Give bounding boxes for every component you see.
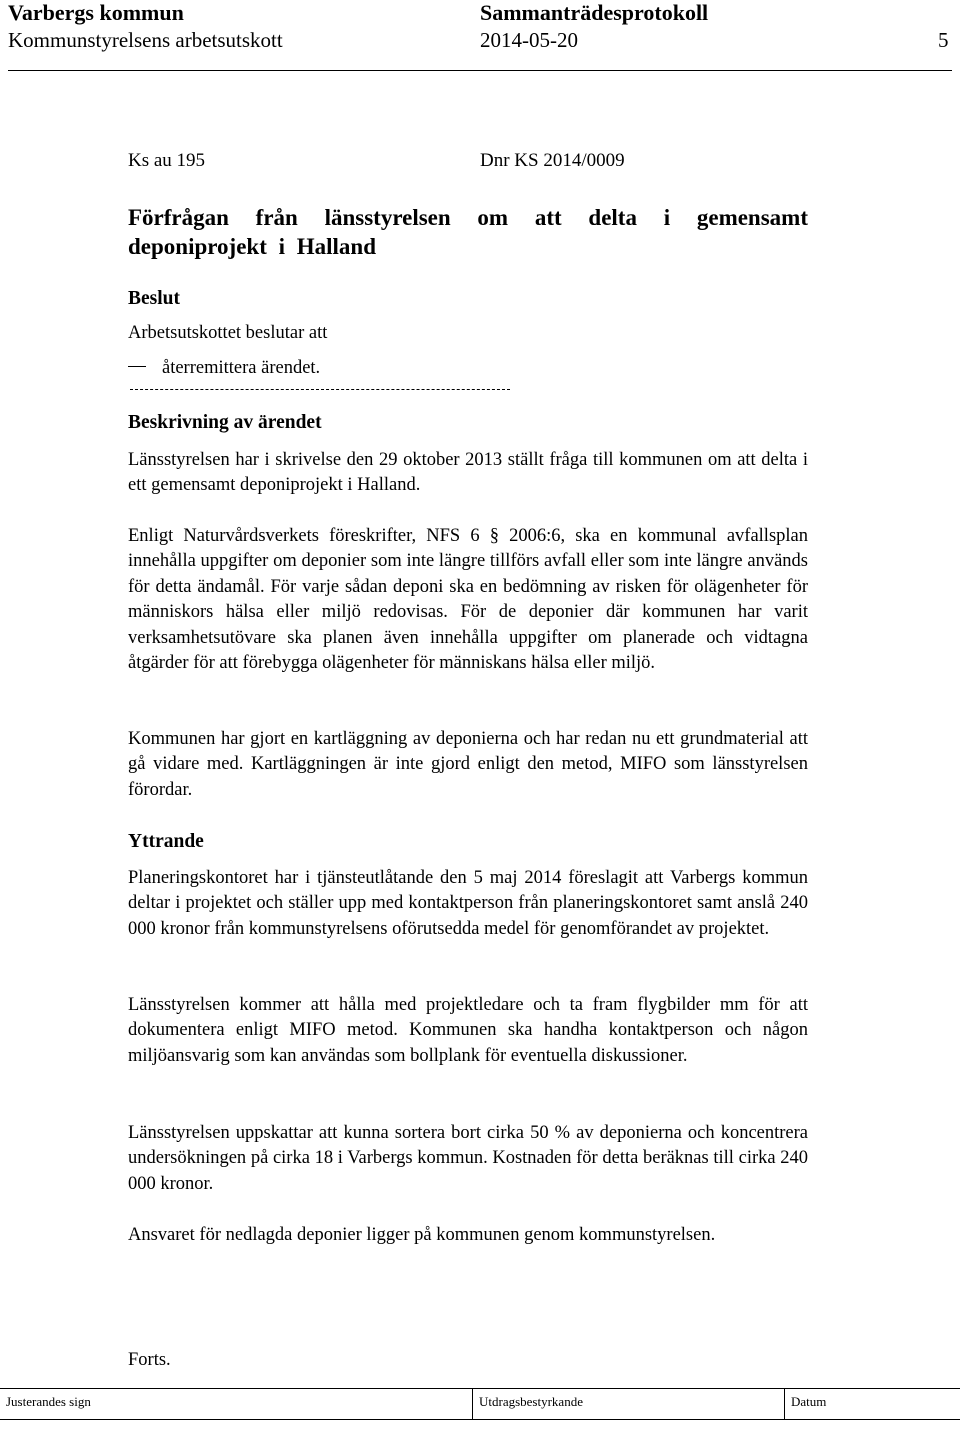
- page-number: 5: [938, 28, 949, 52]
- footer-utdrag: Utdragsbestyrkande: [472, 1389, 784, 1419]
- beslut-intro: Arbetsutskottet beslutar att: [128, 323, 328, 343]
- yttrande-p4: Ansvaret för nedlagda deponier ligger på kommunen genom kommunstyrelsen.: [128, 1225, 716, 1245]
- dash-bullet: [128, 366, 146, 367]
- page-title: Förfrågan från länsstyrelsen om att delta i gemensamt deponiprojekt i Halland: [128, 205, 808, 259]
- committee-name: Kommunstyrelsens arbetsutskott: [8, 28, 283, 52]
- beskrivning-p3: Kommunen har gjort en kartläggning av deponierna och har redan nu ett grundmaterial att gå vidare med. Kartläggningen är inte gjord enligt den metod, MIFO som länsstyrelsen förordar.: [128, 729, 808, 800]
- beslut-heading: Beslut: [128, 288, 181, 309]
- header-rule: [8, 70, 952, 71]
- beskrivning-p1: Länsstyrelsen har i skrivelse den 29 oktober 2013 ställt fråga till kommunen om att delta i ett gemensamt deponiprojekt i Halland.: [128, 450, 808, 496]
- case-ref: Ks au 195: [128, 150, 206, 171]
- meeting-date: 2014-05-20: [480, 28, 578, 52]
- yttrande-heading: Yttrande: [128, 831, 204, 852]
- footer-justerandes: Justerandes sign: [6, 1394, 91, 1409]
- beskrivning-heading: Beskrivning av ärendet: [128, 412, 322, 433]
- footer-signature-bar: [0, 1388, 960, 1420]
- yttrande-p2: Länsstyrelsen kommer att hålla med projektledare och ta fram flygbilder mm för att dokumentera enligt MIFO metod. Kommunen ska handha kontaktperson och någon miljöansvarig som kan användas som bollplank för eventuella diskussioner.: [128, 995, 808, 1066]
- yttrande-p1: Planeringskontoret har i tjänsteutlåtande den 5 maj 2014 föreslagit att Varbergs kommun deltar i projektet och ställer upp med kontaktperson från planeringskontoret samt anslå 240 000 kronor från kommunstyrelsens oförutsedda medel för genomförandet av projektet.: [128, 868, 808, 939]
- footer-datum: Datum: [784, 1389, 960, 1419]
- org-name: Varbergs kommun: [8, 0, 184, 25]
- beslut-item: [128, 358, 320, 379]
- beskrivning-p2: Enligt Naturvårdsverkets föreskrifter, NFS 6 § 2006:6, ska en kommunal avfallsplan innehålla uppgifter om deponier som inte längre tillförs avfall eller som inte längre används för detta ändamål. För varje sådan deponi ska en bedömning av risken för olägenheter för människors hälsa eller miljö redovisas. För de deponier där kommunen har varit verksamhetsutövare ska planen även innehålla uppgifter om planerade och vidtagna åtgärder för att förebygga olägenheter för människans hälsa eller miljö.: [128, 526, 808, 674]
- continued-label: Forts.: [128, 1350, 171, 1370]
- doc-type: Sammanträdesprotokoll: [480, 0, 709, 25]
- case-dnr: Dnr KS 2014/0009: [480, 150, 625, 171]
- beslut-item-text: återremittera ärendet.: [162, 358, 321, 378]
- dashed-separator: [130, 389, 510, 390]
- yttrande-p3: Länsstyrelsen uppskattar att kunna sortera bort cirka 50 % av deponierna och koncentrera undersökningen på cirka 18 i Varbergs kommun. Kostnaden för detta beräknas till cirka 240 000 kronor.: [128, 1123, 808, 1194]
